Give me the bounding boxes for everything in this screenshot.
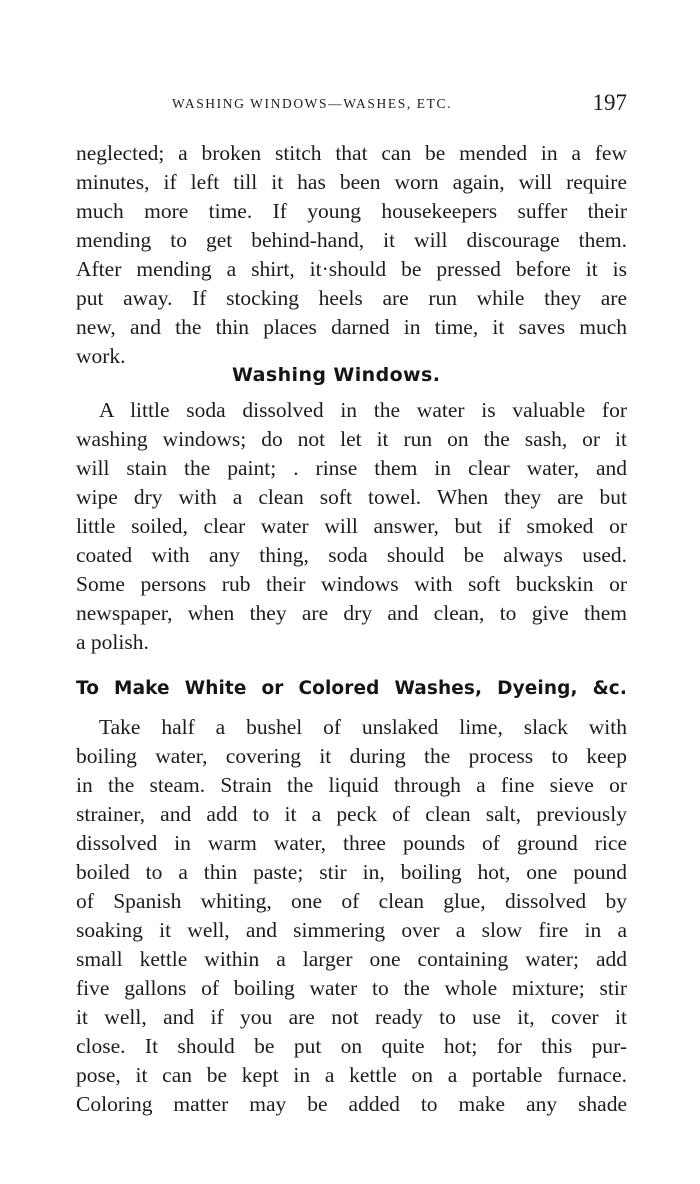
text-line: little soiled, clear water will answer, but if smoked or (76, 514, 627, 538)
text-line: small kettle within a larger one containing water; add (76, 947, 627, 971)
text-line: put away. If stocking heels are run while they are (76, 286, 627, 310)
text-line: neglected; a broken stitch that can be mended in a few (76, 141, 627, 165)
text-line: Take half a bushel of unslaked lime, slack with (99, 715, 627, 739)
text-line: boiled to a thin paste; stir in, boiling hot, one pound (76, 860, 627, 884)
text-line: dissolved in warm water, three pounds of ground rice (76, 831, 627, 855)
text-line: in the steam. Strain the liquid through a fine sieve or (76, 773, 627, 797)
text-line: a polish. (76, 630, 149, 654)
text-line: Coloring matter may be added to make any shade (76, 1092, 627, 1116)
text-line: mending to get behind-hand, it will discourage them. (76, 228, 627, 252)
text-line: work. (76, 344, 126, 368)
text-line: strainer, and add to it a peck of clean salt, previously (76, 802, 627, 826)
text-line: newspaper, when they are dry and clean, to give them (76, 601, 627, 625)
page-number: 197 (592, 90, 627, 115)
text-line: soaking it well, and simmering over a slow fire in a (76, 918, 627, 942)
text-line: After mending a shirt, it·should be pressed before it is (76, 257, 627, 281)
running-title: WASHING WINDOWS—WASHES, ETC. (172, 96, 453, 111)
text-line: coated with any thing, soda should be always used. (76, 543, 627, 567)
text-line: five gallons of boiling water to the whole mixture; stir (76, 976, 627, 1000)
text-line: much more time. If young housekeepers suffer their (76, 199, 627, 223)
text-line: wipe dry with a clean soft towel. When they are but (76, 485, 627, 509)
text-line: close. It should be put on quite hot; for this pur- (76, 1034, 627, 1058)
section-heading-washing-windows: Washing Windows. (232, 364, 441, 386)
text-line: minutes, if left till it has been worn again, will require (76, 170, 627, 194)
text-line: new, and the thin places darned in time, it saves much (76, 315, 627, 339)
running-head (172, 92, 627, 118)
text-line: will stain the paint; . rinse them in clear water, and (76, 456, 627, 480)
text-line: boiling water, covering it during the process to keep (76, 744, 627, 768)
section-heading-washes-dyeing: To Make White or Colored Washes, Dyeing, &c. (76, 678, 627, 699)
text-line: pose, it can be kept in a kettle on a portable furnace. (76, 1063, 627, 1087)
text-line: of Spanish whiting, one of clean glue, dissolved by (76, 889, 627, 913)
text-line: it well, and if you are not ready to use it, cover it (76, 1005, 627, 1029)
text-line: A little soda dissolved in the water is valuable for (99, 398, 627, 422)
text-line: Some persons rub their windows with soft buckskin or (76, 572, 627, 596)
text-line: washing windows; do not let it run on the sash, or it (76, 427, 627, 451)
